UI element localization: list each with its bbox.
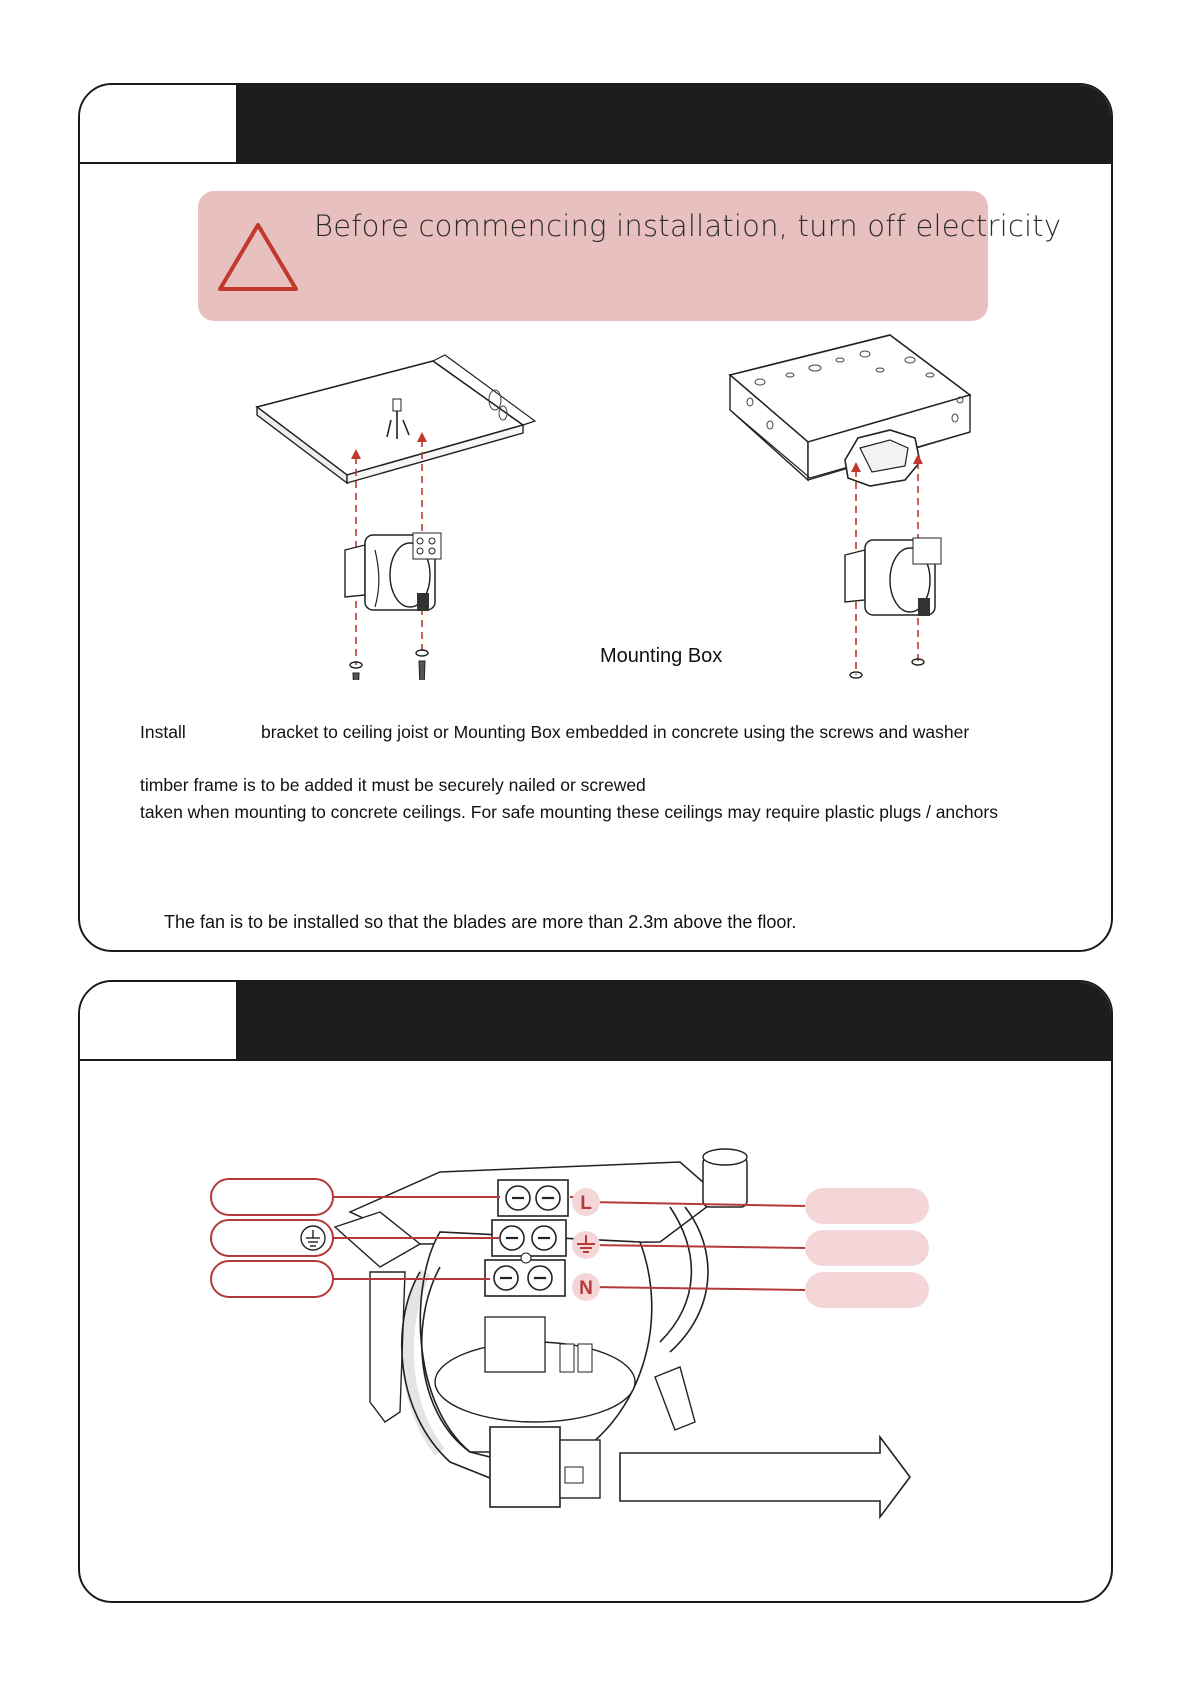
warning-triangle-icon (216, 219, 300, 295)
install-instruction: bracket to ceiling joist or Mounting Box embedded in concrete using the screws and washer (261, 722, 970, 742)
neutral-terminal-label: N (579, 1278, 593, 1299)
right-label-pill-1 (805, 1188, 929, 1224)
direction-arrow-icon (620, 1437, 910, 1517)
right-label-pill-3 (805, 1272, 929, 1308)
mounting-box-caption: Mounting Box (600, 645, 723, 667)
step1-panel (78, 83, 1113, 952)
step1-title-bar (238, 85, 1111, 162)
concrete-ceiling-text: taken when mounting to concrete ceilings. For safe mounting these ceilings may require plastic plugs / anchors (140, 802, 998, 822)
install-word: Install (140, 722, 186, 742)
left-label-pill-1 (211, 1179, 333, 1215)
live-terminal-label: L (580, 1193, 592, 1214)
warning-text: Before commencing installation, turn off electricity (314, 209, 1062, 243)
right-label-pill-2 (805, 1230, 929, 1266)
timber-frame-text: timber frame is to be added it must be securely nailed or screwed (140, 775, 646, 795)
earth-symbol-icon-left (301, 1226, 325, 1250)
blade-height-note: The fan is to be installed so that the blades are more than 2.3m above the floor. (164, 912, 797, 932)
warning-banner (198, 191, 1062, 321)
left-label-pill-3 (211, 1261, 333, 1297)
step1-header (80, 85, 1111, 164)
step2-panel (78, 980, 1113, 1603)
wiring-diagram (80, 982, 1111, 1601)
joist-mounting-illustration (245, 335, 615, 680)
step1-number-tab (80, 85, 238, 162)
concrete-mounting-box-illustration (720, 330, 1090, 680)
